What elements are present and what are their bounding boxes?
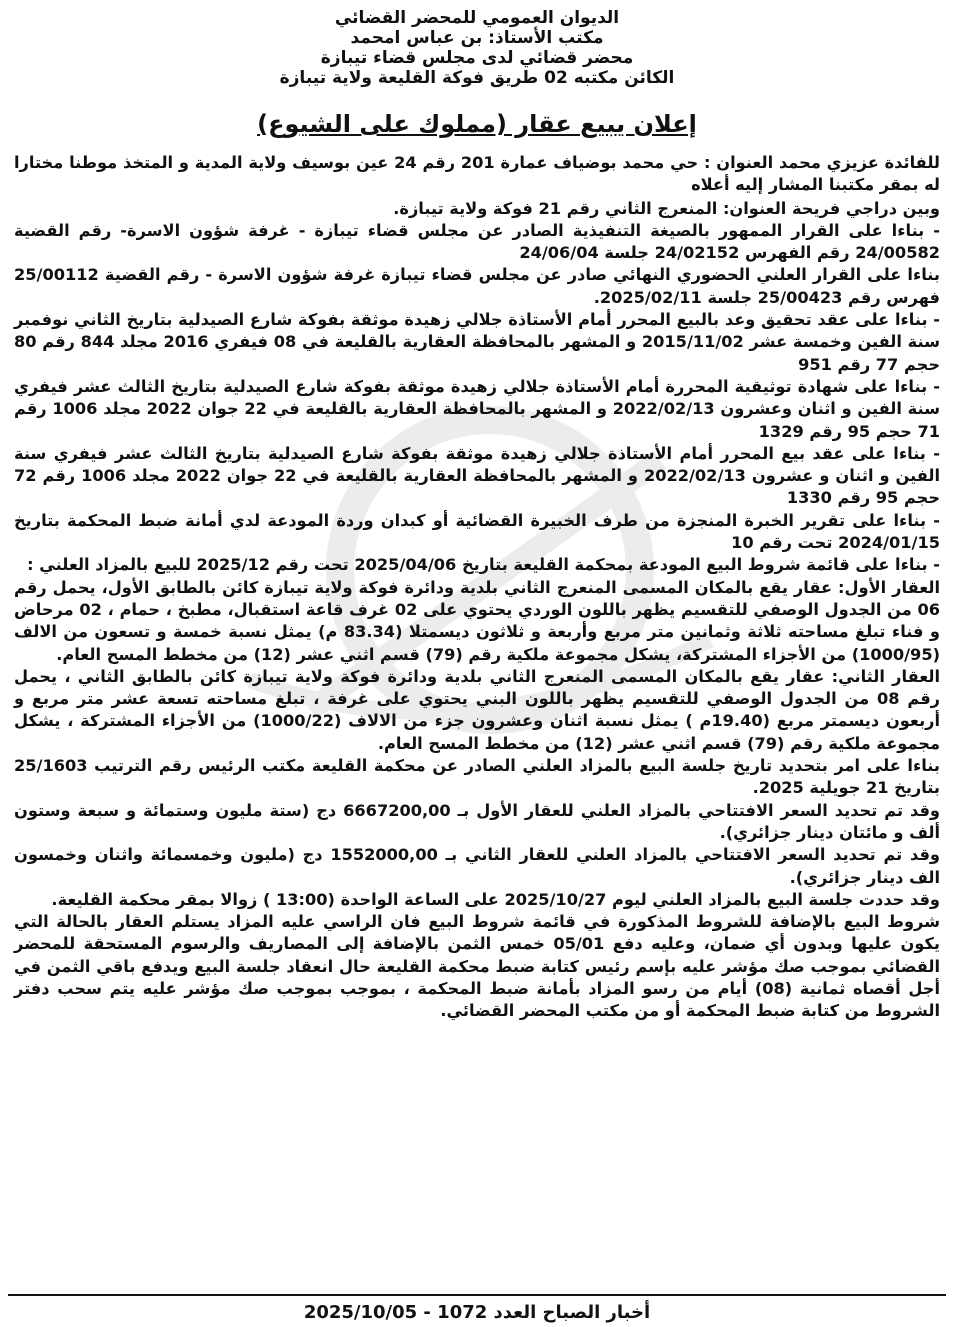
paragraph-basis-3: - بناءا على عقد تحقيق وعد بالبيع المحرر أمام الأستاذة جلالي زهيدة موثقة بفوكة شارع الصيدلية بتاريخ الثاني نوفمبر سنة الفين وخمسة عشر 2015/11/02 و المشهر بالمحافظة العقارية بالقليعة في 08 فيفري 2016 مجلد 844 رقم 80 حجم 77 رقم 951: [14, 310, 940, 374]
notice-title-text: إعلان يبيع عقار (مملوك على الشيوع): [257, 110, 697, 138]
paragraph-property-1: العقار الأول: عقار يقع بالمكان المسمى المنعرج الثاني بلدية ودائرة فوكة ولاية تيبازة كائن بالطابق الأول، يحمل رقم 06 من الجدول الوصفي للتقسيم يظهر باللون الوردي يحتوي على 02 غرف قاعة استقبال، مطبخ ، حمام ، 02 مرحاض و فناء تبلغ مساحته ثلاثة وثمانين متر مربع وأربعة و ثلاثون ديسمتلا (83.34 م) يمثل نسبة خمسة و تسعون من الالف (1000/95) من الأجزاء المشتركة، يشكل مجموعة ملكية رقم (79) قسم اثني عشر (12) من مخطط المسح العام.: [14, 577, 941, 664]
notice-body: [14, 152, 940, 1023]
paragraph-basis-4: - بناءا على شهادة توثيقية المحررة أمام الأستاذة جلالي زهيدة موثقة بفوكة شارع الصيدلية بتاريخ الثالث عشر فيفري سنة الفين و اثنان وعشرون 2022/02/13 و المشهر بالمحافظة العقارية بالقليعة في 22 جوان 2022 مجلد 1006 رقم 71 حجم 95 رقم 1329: [14, 376, 940, 441]
paragraph-price-2: وقد تم تحديد السعر الافتتاحي بالمزاد العلني للعقار الثاني بـ 1552000,00 دج (مليون وخمسمائة واثنان وخمسون الف دينار جزائري).: [14, 845, 940, 887]
office-header: [14, 8, 940, 88]
paragraph-hearing-order: بناءا على امر بتحديد تاريخ جلسة البيع بالمزاد العلني الصادر عن محكمة القليعة مكتب الرئيس رقم الترتيب 25/1603 بتاريخ 21 جويلية 2025.: [14, 756, 940, 798]
paragraph-property-2: العقار الثاني: عقار يقع بالمكان المسمى المنعرج الثاني بلدية ودائرة فوكة ولاية تيبازة كائن بالطابق الثاني ، يحمل رقم 08 من الجدول الوصفي للتقسيم يظهر باللون البني يحتوي على غرفة ، تبلغ مساحته تسعة عشر متر مربع و أربعون ديسمتر مربع (19.40م ) يمثل نسبة اثنان وعشرون جزء من الالاف (1000/22) من الأجزاء المشتركة ، يشكل مجموعة ملكية رقم (79) قسم اثني عشر (12) من مخطط المسح العام.: [14, 666, 941, 753]
paragraph-basis-6: - بناءا على تقرير الخبرة المنجزة من طرف الخبيرة القضائية أو كبدان وردة المودعة لدي أمانة ضبط المحكمة بتاريخ 2024/01/15 تحت رقم 10: [14, 510, 940, 553]
paragraph-basis-7: - بناءا على قائمة شروط البيع المودعة بمحكمة القليعة بتاريخ 2025/04/06 تحت رقم 2025/12 للبيع بالمزاد العلني :: [27, 555, 940, 575]
paragraph-basis-1: - بناءا على القرار الممهور بالصيغة التنفيذية الصادر عن مجلس قضاء تيبازة - غرفة شؤون الاسرة- رقم القضية 24/00582 رقم الفهرس 24/02152 جلسة 24/06/04: [14, 220, 940, 263]
paragraph-hearing-date: وقد حددت جلسة البيع بالمزاد العلني ليوم 2025/10/27 على الساعة الواحدة (13:00 ) زوالا بمقر محكمة القليعة.: [51, 889, 940, 909]
header-line-1: الديوان العمومي للمحضر القضائي: [334, 8, 620, 28]
paragraph-basis-5: - بناءا على عقد بيع المحرر أمام الأستاذة جلالي زهيدة موثقة بفوكة شارع الصيدلية بتاريخ الثالث عشر فيفري سنة الفين و اثنان و عشرون 2022/02/13 و المشهر بالمحافظة العقارية بالقليعة في 22 جوان 2022 مجلد 1006 رقم 72 حجم 95 رقم 1330: [14, 443, 940, 508]
footer-text: أخبار الصباح العدد 1072 - 2025/10/05: [303, 1302, 651, 1323]
header-line-4: الكائن مكتبه 02 طريق فوكة القليعة ولاية تيبازة: [279, 68, 675, 88]
paragraph-basis-2: بناءا على القرار العلني الحضوري النهائي صادر عن مجلس قضاء تيبازة غرفة شؤون الاسرة - رقم القضية 25/00112 فهرس رقم 25/00423 جلسة 2025/02/11.: [14, 265, 940, 307]
header-line-3: محضر قضائي لدى مجلس قضاء تيبازة: [320, 48, 634, 68]
paragraph-opponent: وبين دراجي فريحة العنوان: المنعرج الثاني رقم 21 فوكة ولاية تيبازة.: [393, 198, 940, 218]
paragraph-beneficiary: للفائدة عزيزي محمد العنوان : حي محمد بوضياف عمارة 201 رقم 24 عين بوسيف ولاية المدية و المتخذ موطنا مختارا له بمقر مكتبنا المشار إليه أعلاه: [14, 153, 940, 195]
paragraph-price-1: وقد تم تحديد السعر الافتتاحي بالمزاد العلني للعقار الأول بـ 6667200,00 دج (ستة مليون وستمائة و سبعة وستون ألف و مائتان دينار جزائري).: [14, 800, 940, 842]
newspaper-footer: [8, 1294, 946, 1323]
notice-title: [14, 110, 940, 138]
header-line-2: مكتب الأستاذ: بن عباس امحمد: [350, 28, 604, 48]
paragraph-sale-conditions: شروط البيع بالإضافة للشروط المذكورة في قائمة شروط البيع فان الراسي عليه المزاد يستلم العقار بالحالة التي يكون عليها وبدون أي ضمان، وعليه دفع 05/01 خمس الثمن بالإضافة إلى المصاريف والرسوم المستحقة للمحضر القضائي بموجب صك مؤشر عليه بإسم رئيس كتابة ضبط محكمة القليعة حال انعقاد جلسة البيع ويدفع باقي الثمن في أجل أقصاه ثمانية (08) أيام من رسو المزاد بأمانة ضبط المحكمة ، بموجب بموجب صك مؤشر عليه يتم سحب دفتر الشروط من كتابة ضبط المحكمة أو من مكتب المحضر القضائي.: [14, 912, 940, 1021]
